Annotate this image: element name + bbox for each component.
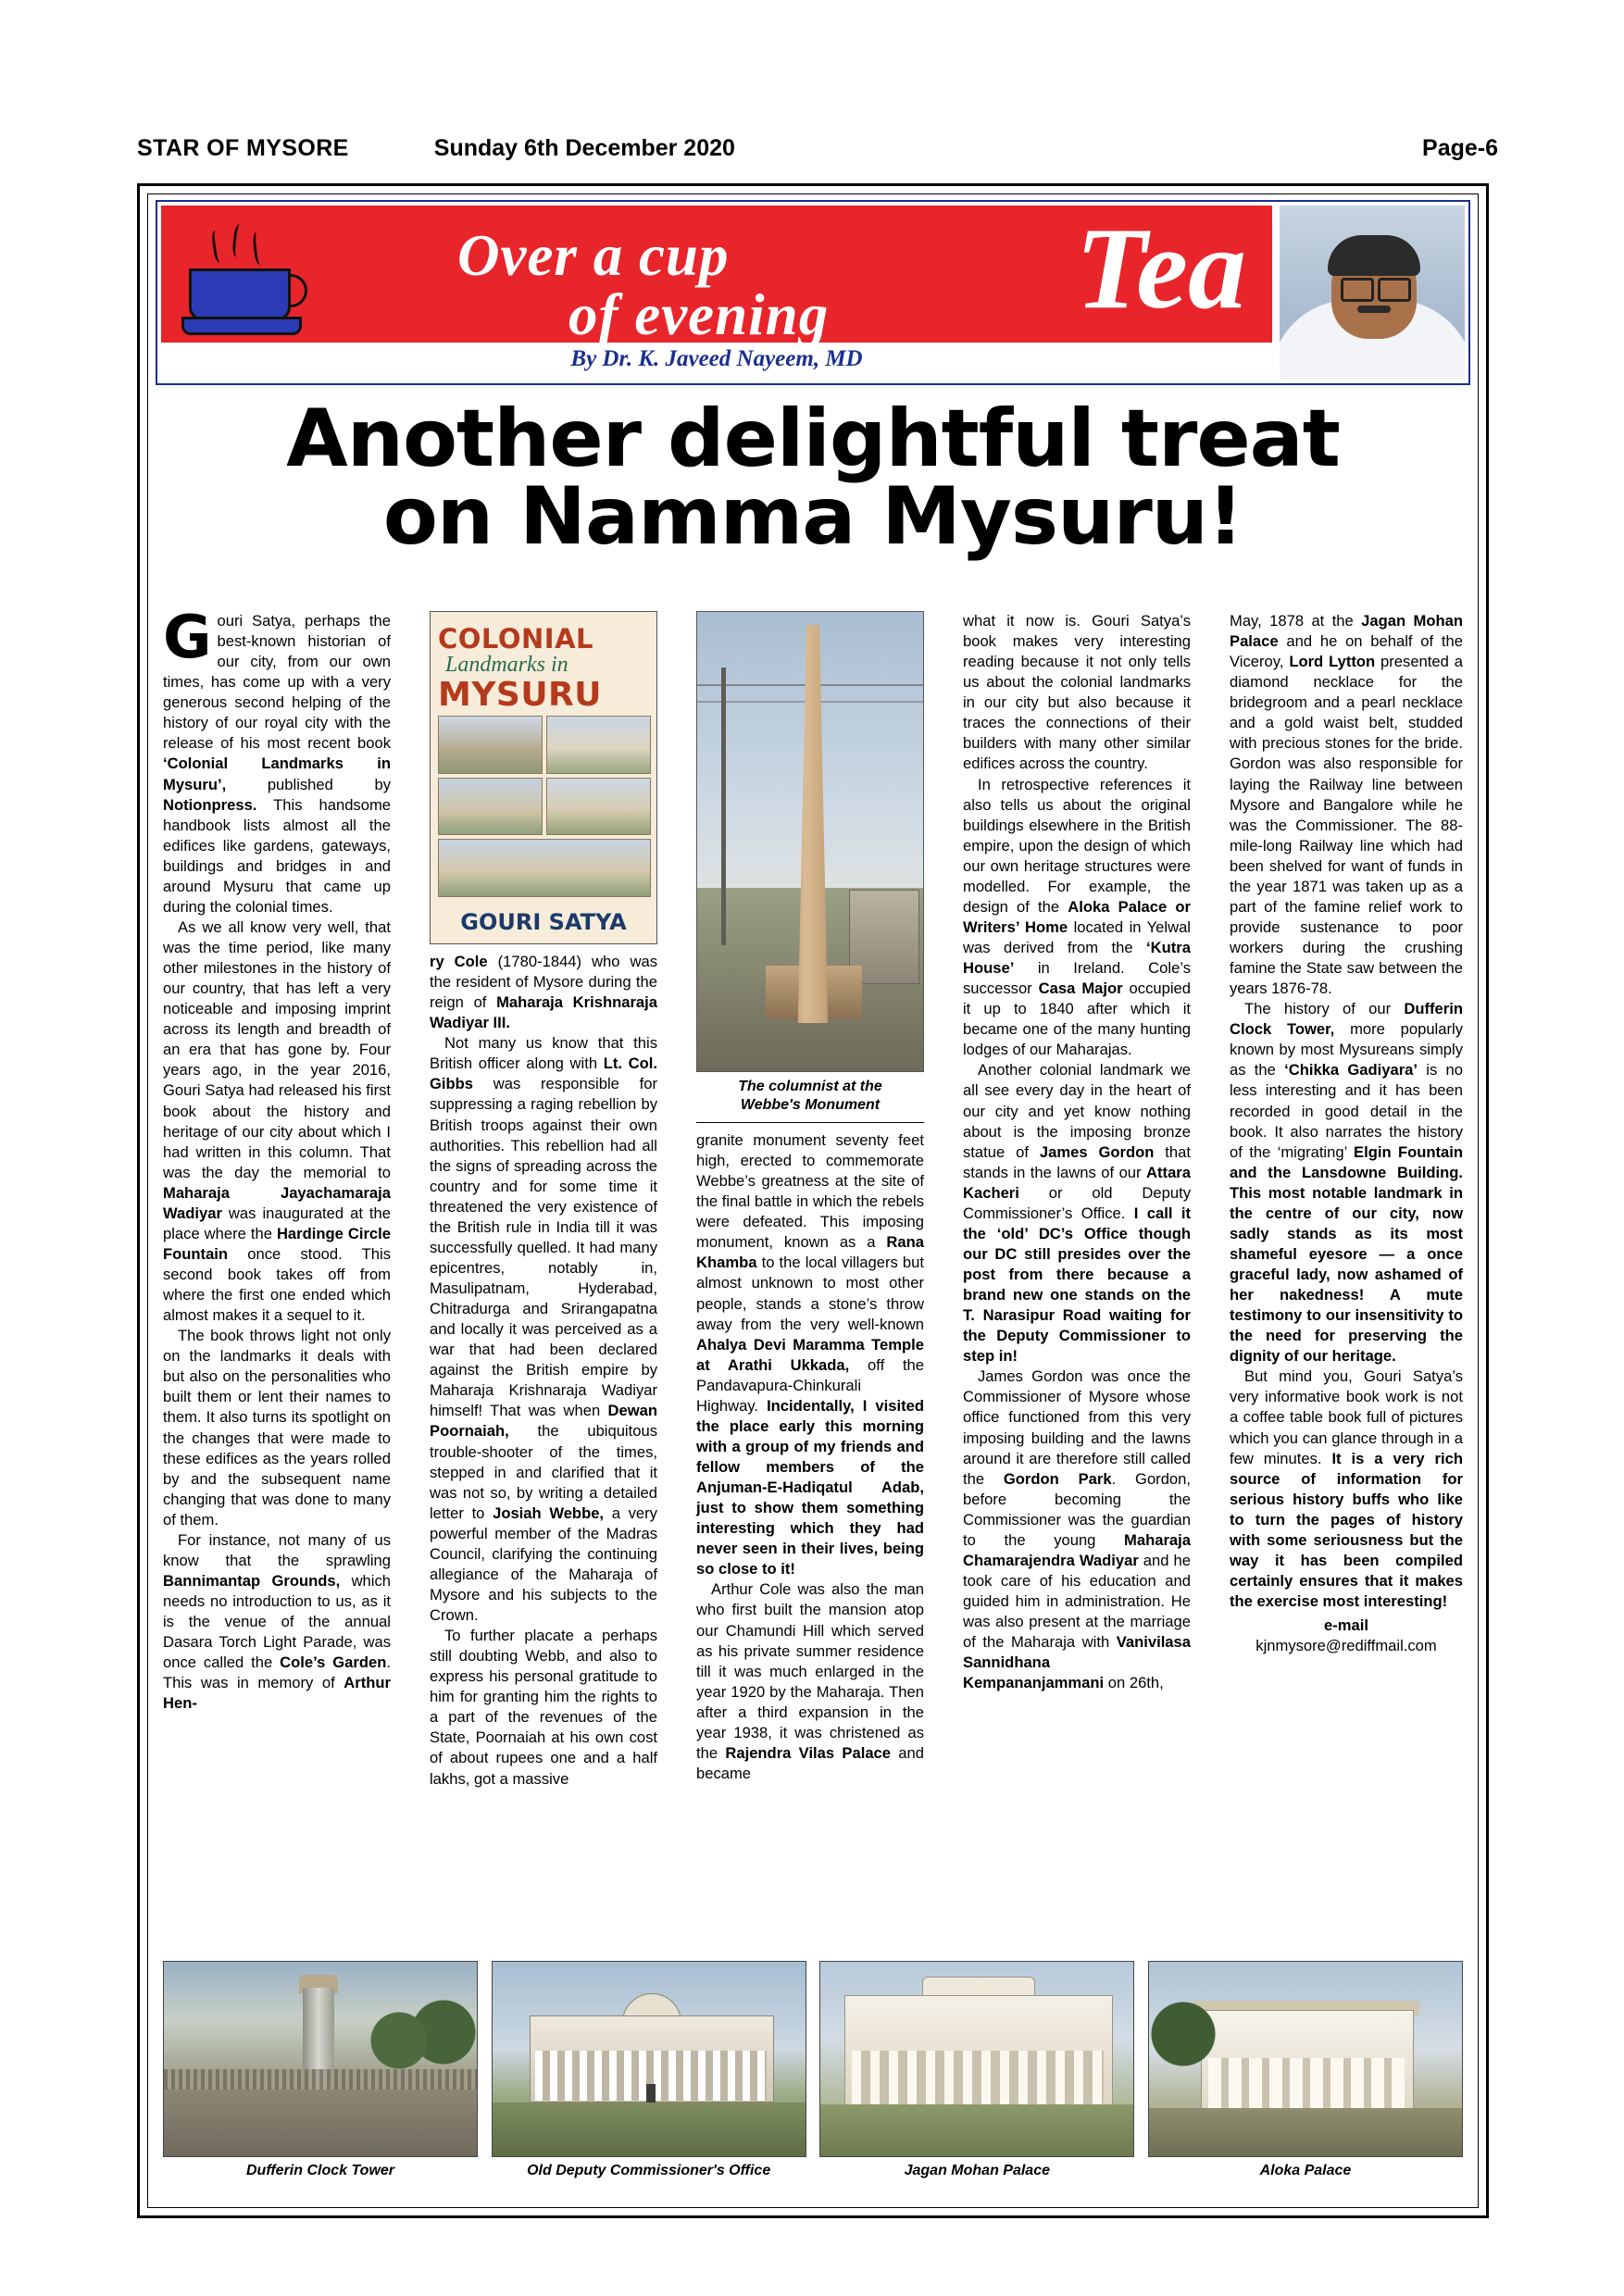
book-author-name: GOURI SATYA <box>460 909 627 936</box>
paragraph <box>163 1530 391 1715</box>
paragraph-text: To further placate a perhaps still doubting Webb, and also to express his personal gratitude to him for granting him the rights to a part of the revenues of the State, Poornaiah at his own cost of about rupees one and a half lakhs, got a massive <box>430 1627 657 1788</box>
banner-title-tea: Tea <box>1075 205 1246 333</box>
monument-photo-caption <box>696 1078 924 1115</box>
paragraph <box>163 917 391 1326</box>
paragraph-text: But mind you, Gouri Satya’s very informative book work is not a coffee table book full of pictures which you can glance through in a few minutes. It is a very rich source of information for serious history buffs who like to turn the pages of history with some seriousness but the way it has been compiled certainly ensures that it makes the exercise most interesting! <box>1230 1367 1463 1610</box>
banner-title <box>328 205 1272 347</box>
photo-old-dc-office <box>492 1961 806 2157</box>
photo-caption: Old Deputy Commissioner's Office <box>527 2163 771 2178</box>
caption-line2: Webbe's Monument <box>740 1097 881 1113</box>
paragraph <box>963 1060 1191 1366</box>
caption-rule <box>696 1122 924 1123</box>
photo-caption: Aloka Palace <box>1259 2163 1352 2178</box>
paragraph-text: For instance, not many of us know that the sprawling Bannimantap Grounds, which needs no introduction to us, as it is the venue of the annual Dasara Torch Light Parade, was once called the Cole’s Garden. This was in memory of Arthur Hen- <box>163 1530 391 1713</box>
banner-red-panel <box>161 205 1272 347</box>
paragraph <box>963 611 1191 775</box>
article-column-2 <box>430 611 657 1944</box>
paragraph <box>696 1130 924 1579</box>
headline-line1: Another delightful treat <box>286 393 1340 485</box>
book-title-line2: Landmarks in <box>445 653 568 677</box>
article-column-4 <box>963 611 1191 1944</box>
book-title-line1: COLONIAL <box>438 623 594 655</box>
paragraph-text: In retrospective references it also tells us about the original buildings elsewhere in the British empire, upon the design of which our own heritage structures were modelled. For example, the design of the Aloka Palace or Writers’ Home located in Yelwal was derived from the ‘Kutra House’ in Ireland. Cole’s successor Casa Major occupied it up to 1840 after which it became one of the many hunting lodges of our Maharajas. <box>963 775 1191 1059</box>
paragraph <box>430 1626 657 1790</box>
book-cover-photo-grid <box>438 716 651 897</box>
paragraph <box>430 1033 657 1626</box>
article-column-3 <box>696 611 924 1944</box>
email-address[interactable]: kjnmysore@rediffmail.com <box>1255 1637 1437 1655</box>
paragraph-text: what it now is. Gouri Satya’s book makes very interesting reading because it not only tells us about the colonial landmarks in our city but also because it traces the connections of their builders with many other similar edifices across the country. <box>963 612 1191 773</box>
paragraph-text: May, 1878 at the Jagan Mohan Palace and he on behalf of the Viceroy, Lord Lytton presented a diamond necklace for the bridegroom and a pearl necklace and a gold waist belt, studded with precious stones for the bride. Gordon was also responsible for laying the Railway line between Mysore and Bangalore while he was the Commissioner. The 88-mile-long Railway line which had been shelved for want of funds in the year 1871 was taken up as a part of the famine relief work to provide sustenance to poor workers during the crushing famine the State saw between the years 1876-78. <box>1230 612 1463 998</box>
paragraph <box>963 775 1191 1061</box>
email-label: e-mail <box>1324 1616 1368 1635</box>
photo-caption: Jagan Mohan Palace <box>904 2163 1050 2178</box>
photo-cell <box>492 1961 806 2192</box>
paragraph-text: Arthur Cole was also the man who first built the mansion atop our Chamundi Hill which served as his private summer residence till it was much enlarged in the year 1920 by the Maharaja. Then after a third expansion in the year 1938, it was christened as the Rajendra Vilas Palace and became <box>696 1580 924 1782</box>
paragraph-text: The history of our Dufferin Clock Tower, more popularly known by most Mysureans simply as the ‘Chikka Gadiyara’ is no less interesting and it has been recorded in good detail in the book. It also narrates the history of the ‘migrating’ Elgin Fountain and the Lansdowne Building. This most notable landmark in the centre of our city, now sadly stands as its most shameful eyesore — a once graceful lady, now ashamed of her nakedness! A mute testimony to our insensitivity to the need for preserving the dignity of our heritage. <box>1230 1000 1463 1366</box>
masthead-bar <box>137 130 1498 167</box>
column-banner <box>156 200 1470 385</box>
banner-byline: By Dr. K. Javeed Nayeem, MD <box>570 346 863 371</box>
paragraph-text: Another colonial landmark we all see every day in the heart of our city and yet know nothing about is the imposing bronze statue of James Gordon that stands in the lawns of our Attara Kacheri or old Deputy Commissioner’s Office. I call it the ‘old’ DC’s Office though our DC still presides over the post from there because a brand new one stands on the T. Narasipur Road waiting for the Deputy Commissioner to step in! <box>963 1061 1191 1366</box>
paragraph <box>696 1579 924 1784</box>
caption-line1: The columnist at the <box>738 1079 882 1094</box>
photo-jagan-mohan-palace <box>819 1961 1134 2157</box>
photo-aloka-palace <box>1148 1961 1463 2157</box>
paragraph-text: As we all know very well, that was the time period, like many other milestones in the history of our country, that has left a very noticeable and imposing imprint across its length and breadth of an era that has gone by. Four years ago, in the year 2016, Gouri Satya had released his first book about the history and heritage of our city about which I had written in this column. That was the day the memorial to Maharaja Jayachamaraja Wadiyar was inaugurated at the place where the Hardinge Circle Fountain once stood. This second book takes off from where the first one ended which almost makes it a sequel to it. <box>163 917 391 1325</box>
paragraph-text: ouri Satya, perhaps the best-known historian of our city, from our own times, has come up with a very generous second helping of the history of our royal city with the release of his most recent book ‘Colonial Landmarks in Mysuru’, published by Notionpress. This handsome handbook lists almost all the edifices like gardens, gateways, buildings and bridges in and around Mysuru that came up during the colonial times. <box>163 612 391 916</box>
paragraph-text: ry Cole (1780-1844) who was the resident of Mysore during the reign of Maharaja Krishnaraja Wadiyar III. <box>430 953 658 1032</box>
paragraph-text: James Gordon was once the Commissioner of Mysore whose office functioned from this very imposing building and the lawns around it are therefore still called the Gordon Park. Gordon, before becoming the Commissioner was the guardian to the young Maharaja Chamarajendra Wadiyar and he took care of his education and guided him in administration. He was also present at the marriage of the Maharaja with Vanivilasa Sannidhana Kempananjammani on 26th, <box>963 1367 1191 1692</box>
book-cover-image <box>430 611 657 944</box>
banner-title-line1: Over a cup <box>457 223 730 288</box>
publication-date: Sunday 6th December 2020 <box>433 134 735 161</box>
paragraph <box>163 604 391 917</box>
headline-line2: on Namma Mysuru! <box>382 470 1243 564</box>
paragraph <box>1230 611 1463 999</box>
paragraph <box>1230 1366 1463 1612</box>
photo-cell <box>163 1961 478 2192</box>
author-portrait <box>1280 206 1465 380</box>
paragraph <box>1230 999 1463 1366</box>
drop-cap: G <box>163 604 212 672</box>
paragraph <box>963 1366 1191 1693</box>
article-body <box>163 604 1463 1944</box>
photo-caption: Dufferin Clock Tower <box>245 2163 395 2178</box>
article-headline <box>163 393 1463 564</box>
banner-title-line2: of evening <box>568 282 830 347</box>
tea-cup-icon <box>181 222 302 339</box>
photo-strip <box>163 1961 1463 2192</box>
author-contact <box>1230 1616 1463 1656</box>
paragraph-text: granite monument seventy feet high, erected to commemorate Webbe’s greatness at the site of the final battle in which the rebels were defeated. This imposing monument, known as a Rana Khamba to the local villagers but almost unknown to most other people, stands a stone’s throw away from the very well-known Ahalya Devi Maramma Temple at Arathi Ukkada, off the Pandavapura-Chinkurali Highway. Incidentally, I visited the place early this morning with a group of my friends and fellow members of the Anjuman-E-Hadiqatul Adab, just to show them something interesting which they had never seen in their lives, being so close to it! <box>696 1131 925 1578</box>
paragraph <box>430 952 657 1033</box>
monument-photo <box>696 611 924 1072</box>
photo-cell <box>819 1961 1134 2192</box>
paragraph-text: Not many us know that this British officer along with Lt. Col. Gibbs was responsible for suppressing a raging rebellion by British troops against their own authorities. This rebellion had all the signs of spreading across the country and for some time it threatened the very existence of the British rule in India till it was successfully quelled. It had many epicentres, notably in, Masulipatnam, Hyderabad, Chitradurga and Srirangapatna and locally it was perceived as a war that had been declared against the British empire by Maharaja Krishnaraja Wadiyar himself! That was when Dewan Poornaiah, the ubiquitous trouble-shooter of the times, stepped in and clarified that it was not so, by writing a detailed letter to Josiah Webbe, a very powerful member of the Madras Council, clarifying the continuing allegiance of the Maharaja of Mysore and his subjects to the Crown. <box>430 1034 657 1624</box>
book-title-line3: MYSURU <box>438 676 603 714</box>
photo-cell <box>1148 1961 1463 2192</box>
page-number: Page-6 <box>1422 134 1498 161</box>
publication-name: STAR OF MYSORE <box>137 134 349 161</box>
paragraph-text: The book throws light not only on the landmarks it deals with but also on the personalities who built them or lent their names to them. It also turns its spotlight on the changes that were made to these edifices as the years rolled by and the subsequent name changing that was done to many of them. <box>163 1327 391 1529</box>
article-column-1 <box>163 604 391 1944</box>
paragraph <box>163 1326 391 1530</box>
photo-dufferin-clock-tower <box>163 1961 478 2157</box>
article-column-5 <box>1230 611 1463 1944</box>
